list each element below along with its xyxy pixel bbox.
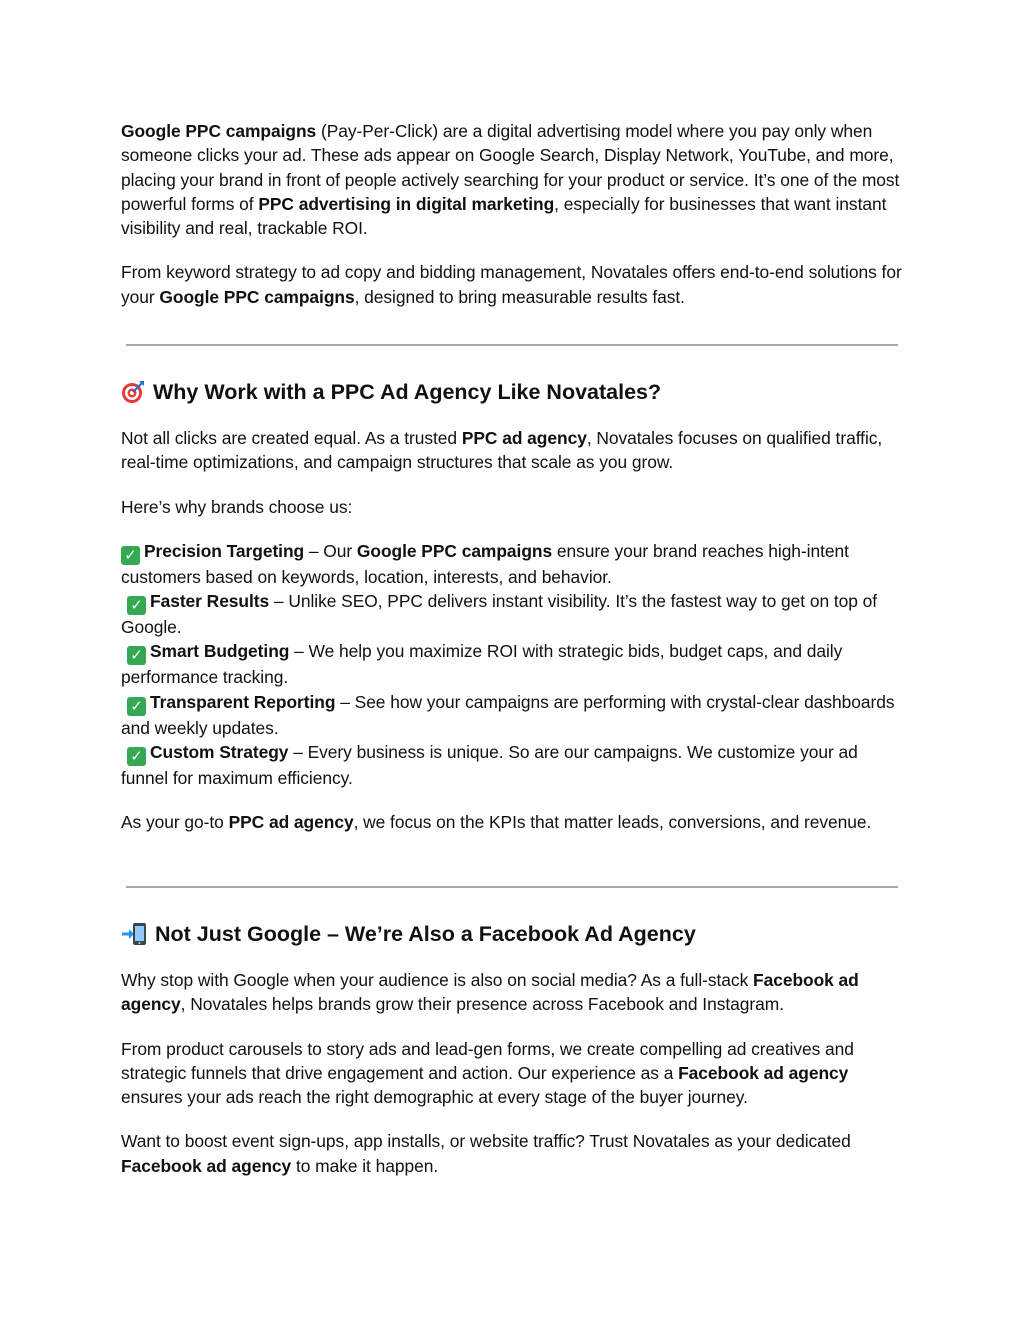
- text-run: ensure your brand reaches high-intent customers based on keywords, location, interests, and behavior.: [121, 540, 849, 587]
- facebook-paragraph-1: [121, 968, 903, 1017]
- section-heading-why: [121, 378, 661, 406]
- bold-term: Facebook ad agency: [678, 1062, 849, 1083]
- text-run: (Pay-Per-Click) are a digital advertising model where you pay only when someone clicks your ad. These ads appear on Google Search, Display Network, YouTube, and more, placing your brand in front of people actively searching for your product or service. It’s one of the most powerful forms of: [121, 121, 900, 214]
- bold-term: PPC ad agency: [461, 428, 587, 448]
- text-run: to make it happen.: [291, 1155, 439, 1176]
- text-run: From product carousels to story ads and lead-gen forms, we create compelling ad creatives and strategic funnels that drive engagement and action. Our experience as a: [121, 1038, 854, 1083]
- horizontal-divider: [126, 886, 898, 888]
- why-section-body: [121, 426, 903, 855]
- text-run: , Novatales focuses on qualified traffic, real-time optimizations, and campaign structures that scale as you grow.: [121, 428, 883, 473]
- benefit-title: Custom Strategy: [150, 742, 289, 763]
- bold-term: Google PPC campaigns: [356, 540, 553, 561]
- bold-term: Google PPC campaigns: [121, 121, 317, 141]
- section-heading-text: Why Work with a PPC Ad Agency Like Novatales?: [153, 380, 662, 404]
- why-paragraph-1: [121, 426, 903, 475]
- text-run: Why stop with Google when your audience is also on social media? As a full-stack: [121, 970, 753, 990]
- text-run: Want to boost event sign-ups, app installs, or website traffic? Trust Novatales as your dedicated: [121, 1131, 851, 1152]
- text-run: – Our: [304, 540, 357, 561]
- text-run: – Unlike SEO, PPC delivers instant visibility. It’s the fastest way to get on top of Google.: [121, 591, 878, 638]
- bold-term: PPC advertising in digital marketing: [258, 193, 555, 214]
- text-run: ensures your ads reach the right demographic at every stage of the buyer journey.: [121, 1087, 748, 1108]
- check-mark-icon: ✓: [127, 697, 146, 716]
- text-run: , Novatales helps brands grow their presence across Facebook and Instagram.: [180, 994, 784, 1015]
- intro-paragraph-1: [121, 119, 903, 240]
- benefit-title: Smart Budgeting: [150, 641, 290, 662]
- benefits-list: [121, 539, 903, 790]
- text-run: , especially for businesses that want instant visibility and real, trackable ROI.: [121, 193, 887, 239]
- check-mark-icon: ✓: [127, 646, 146, 665]
- text-run: – Every business is unique. So are our campaigns. We customize your ad funnel for maximum efficiency.: [121, 742, 858, 789]
- facebook-paragraph-2: [121, 1037, 903, 1110]
- benefit-title: Transparent Reporting: [150, 691, 336, 712]
- bold-term: Facebook ad agency: [121, 1155, 292, 1176]
- bold-term: Facebook ad agency: [121, 970, 859, 1015]
- check-mark-icon: ✓: [121, 546, 140, 565]
- check-mark-icon: ✓: [127, 747, 146, 766]
- section-heading-facebook: [121, 920, 696, 948]
- text-run: Not all clicks are created equal. As a trusted: [121, 428, 462, 448]
- text-run: From keyword strategy to ad copy and bidding management, Novatales offers end-to-end solutions for your: [121, 262, 902, 307]
- check-mark-icon: ✓: [127, 596, 146, 615]
- text-run: – We help you maximize ROI with strategic bids, budget caps, and daily performance tracking.: [121, 641, 843, 688]
- text-run: As your go-to: [121, 812, 229, 833]
- benefit-title: Faster Results: [150, 591, 270, 612]
- section-heading-text: Not Just Google – We’re Also a Facebook Ad Agency: [155, 922, 696, 946]
- text-run: , designed to bring measurable results fast.: [354, 286, 685, 307]
- why-paragraph-3: [121, 810, 903, 834]
- text-run: – See how your campaigns are performing with crystal-clear dashboards and weekly updates.: [121, 691, 895, 738]
- horizontal-divider: [126, 344, 898, 346]
- why-paragraph-2: Here’s why brands choose us:: [121, 496, 353, 517]
- bold-term: Google PPC campaigns: [159, 286, 355, 307]
- intro-paragraph-2: [121, 260, 903, 309]
- text-run: , we focus on the KPIs that matter leads, conversions, and revenue.: [353, 812, 872, 833]
- mobile-phone-arrow-icon: [121, 922, 149, 946]
- facebook-section-body: [121, 968, 903, 1198]
- target-icon: [121, 380, 145, 404]
- intro-section: [121, 119, 903, 329]
- bold-term: PPC ad agency: [228, 812, 354, 833]
- facebook-paragraph-3: [121, 1129, 903, 1178]
- benefit-title: Precision Targeting: [144, 540, 305, 561]
